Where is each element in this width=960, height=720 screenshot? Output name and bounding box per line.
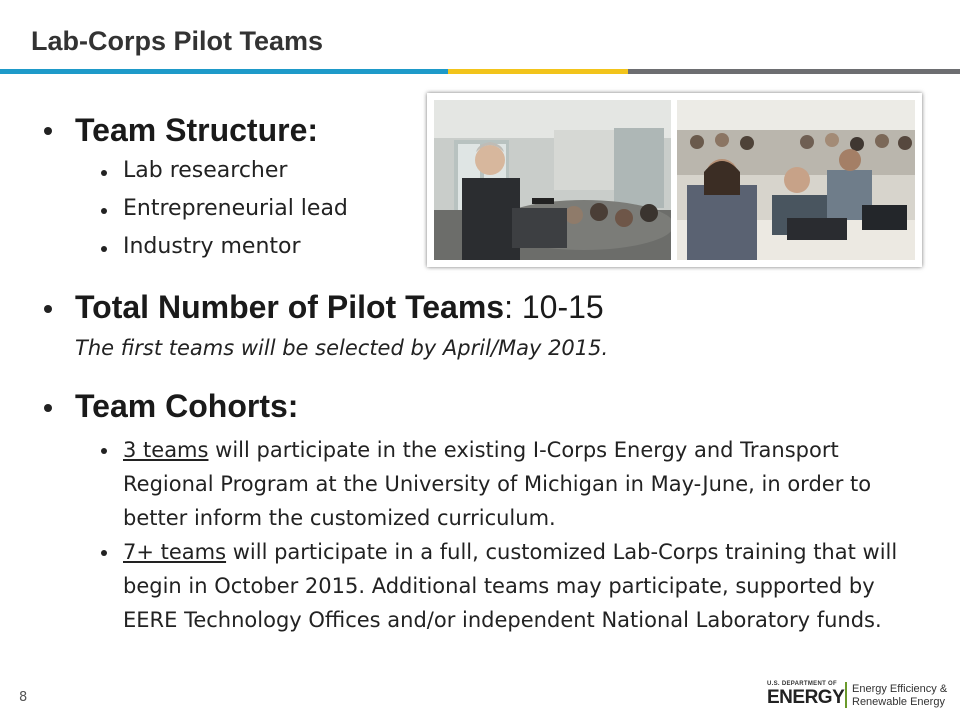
- sub-bullet: [101, 550, 107, 556]
- doe-eere-logo: [763, 679, 948, 711]
- title-rule-blue: [0, 69, 448, 74]
- cohort-text: will participate in a full, customized Lab-Corps training that will begin in October 2015. Additional teams may participate, supported by EERE Technology Offices and/or independent National Laboratory funds.: [123, 540, 898, 632]
- pilot-teams-note: The first teams will be selected by April/May 2015.: [75, 336, 609, 360]
- cohort-count: 3 teams: [123, 438, 209, 462]
- bullet-pilot-teams: [44, 305, 52, 313]
- doe-small-text: U.S. DEPARTMENT OF: [767, 681, 837, 687]
- cohort-count: 7+ teams: [123, 540, 227, 564]
- doe-energy-wordmark: ENERGY: [767, 687, 845, 708]
- cohort-text: will participate in the existing I-Corps Energy and Transport Regional Program at the University of Michigan in May-June, in order to better inform the customized curriculum.: [123, 438, 872, 530]
- sub-bullet: [101, 208, 107, 214]
- team-structure-item: Lab researcher: [123, 158, 288, 183]
- bullet-team-structure: [44, 127, 52, 135]
- pilot-teams-heading: [75, 289, 604, 326]
- speaker-photo: [434, 100, 671, 260]
- sub-bullet: [101, 246, 107, 252]
- cohort-item: [123, 535, 933, 637]
- pilot-teams-value: : 10-15: [504, 289, 604, 325]
- title-rule-yellow: [448, 69, 628, 74]
- photo-collage: [427, 93, 922, 267]
- logo-separator: [845, 682, 847, 708]
- bullet-team-cohorts: [44, 404, 52, 412]
- slide-title: Lab-Corps Pilot Teams: [31, 26, 324, 56]
- team-cohorts-heading: Team Cohorts:: [75, 388, 299, 424]
- sub-bullet: [101, 170, 107, 176]
- attendees-photo: [677, 100, 915, 260]
- pilot-teams-label: Total Number of Pilot Teams: [75, 289, 505, 325]
- eere-line-1: Energy Efficiency &: [852, 683, 948, 695]
- team-structure-heading: Team Structure:: [75, 112, 319, 148]
- sub-bullet: [101, 448, 107, 454]
- team-structure-item: Entrepreneurial lead: [123, 196, 348, 221]
- title-rule-gray: [628, 69, 960, 74]
- eere-line-2: Renewable Energy: [852, 696, 945, 708]
- page-number: 8: [19, 690, 28, 705]
- cohort-item: [123, 433, 933, 535]
- team-structure-item: Industry mentor: [123, 234, 301, 259]
